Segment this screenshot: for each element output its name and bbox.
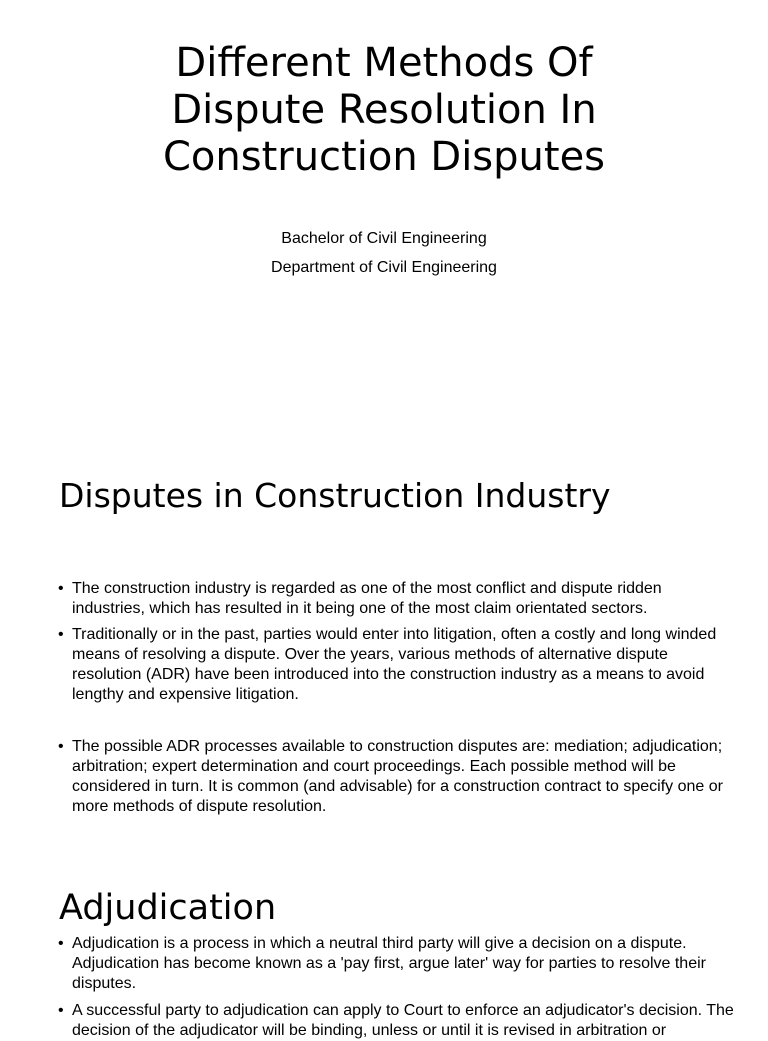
list-item [58,934,738,994]
title-line: Dispute Resolution In [171,87,597,133]
adjudication-bullet-list [58,934,738,1041]
list-item [58,625,738,705]
bullet-text: A successful party to adjudication can apply to Court to enforce an adjudicator's decision. The decision of the adjudicator will be binding, unless or until it is revised in arbitration or [72,1002,734,1039]
subtitle-degree: Bachelor of Civil Engineering [281,230,487,247]
bullet-marker: • [58,626,64,643]
list-item [58,1001,738,1041]
bullet-text: The possible ADR processes available to construction disputes are: mediation; adjudication; arbitration; expert determination and court proceedings. Each possible method will be considered in turn. It is common (and advisable) for a construction contract to specify one or more methods of dispute resolution. [72,738,723,815]
section-title-disputes: Disputes in Construction Industry [59,476,611,515]
bullet-text: Adjudication is a process in which a neutral third party will give a decision on a dispute. Adjudication has become known as a 'pay first, argue later' way for parties to resolve their disputes. [72,935,706,992]
title-slide [0,0,768,440]
bullet-text: Traditionally or in the past, parties would enter into litigation, often a costly and long winded means of resolving a dispute. Over the years, various methods of alternative dispute resolution (ADR) have been introduced into the construction industry as a means to avoid lengthy and expensive litigation. [72,626,717,703]
subtitle-department: Department of Civil Engineering [271,259,497,276]
title-line: Construction Disputes [162,134,606,180]
list-item [58,737,738,817]
page-title [60,40,708,181]
bullet-text: The construction industry is regarded as one of the most conflict and dispute ridden industries, which has resulted in it being one of the most claim orientated sectors. [72,580,662,617]
list-item [58,579,738,619]
bullet-marker: • [58,738,64,755]
title-line: Different Methods Of [175,40,593,86]
bullet-marker: • [58,1002,64,1019]
disputes-bullet-list [58,579,738,817]
bullet-marker: • [58,580,64,597]
section-title-adjudication: Adjudication [59,888,277,928]
bullet-marker: • [58,935,64,952]
